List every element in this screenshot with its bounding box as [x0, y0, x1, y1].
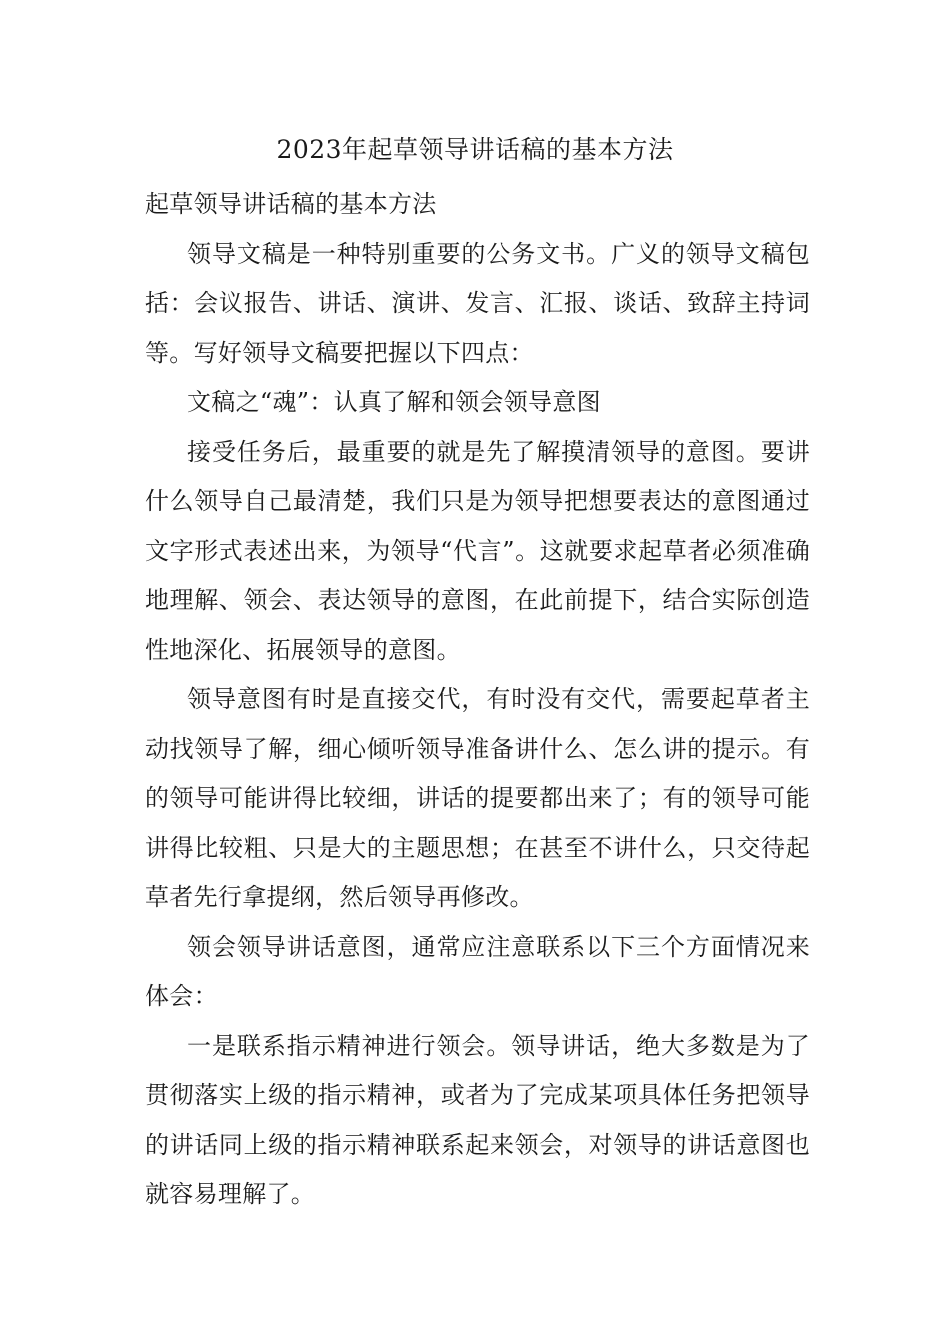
document-title: 2023年起草领导讲话稿的基本方法 [276, 135, 674, 164]
body-paragraph: 接受任务后，最重要的就是先了解摸清领导的意图。要讲什么领导自己最清楚，我们只是为领导把想要表达的意图通过文字形式表述出来，为领导“代言”。这就要求起草者必须准确地理解、领会、表达领导的意图，在此前提下，结合实际创造性地深化、拓展领导的意图。 [145, 437, 810, 664]
body-paragraph: 起草领导讲话稿的基本方法 [145, 190, 437, 218]
body-paragraph: 领会领导讲话意图，通常应注意联系以下三个方面情况来体会： [145, 932, 810, 1010]
section-heading: 文稿之“魂”：认真了解和领会领导意图 [187, 388, 601, 416]
document-body [145, 180, 810, 1220]
body-paragraph: 领导意图有时是直接交代，有时没有交代，需要起草者主动找领导了解，细心倾听领导准备讲什么、怎么讲的提示。有的领导可能讲得比较细，讲话的提要都出来了；有的领导可能讲得比较粗、只是大的主题思想；在甚至不讲什么，只交待起草者先行拿提纲，然后领导再修改。 [145, 685, 810, 911]
body-paragraph: 一是联系指示精神进行领会。领导讲话，绝大多数是为了贯彻落实上级的指示精神，或者为了完成某项具体任务把领导的讲话同上级的指示精神联系起来领会，对领导的讲话意图也就容易理解了。 [145, 1031, 810, 1208]
body-paragraph: 领导文稿是一种特别重要的公务文书。广义的领导文稿包括：会议报告、讲话、演讲、发言、汇报、谈话、致辞主持词等。写好领导文稿要把握以下四点： [145, 239, 810, 367]
